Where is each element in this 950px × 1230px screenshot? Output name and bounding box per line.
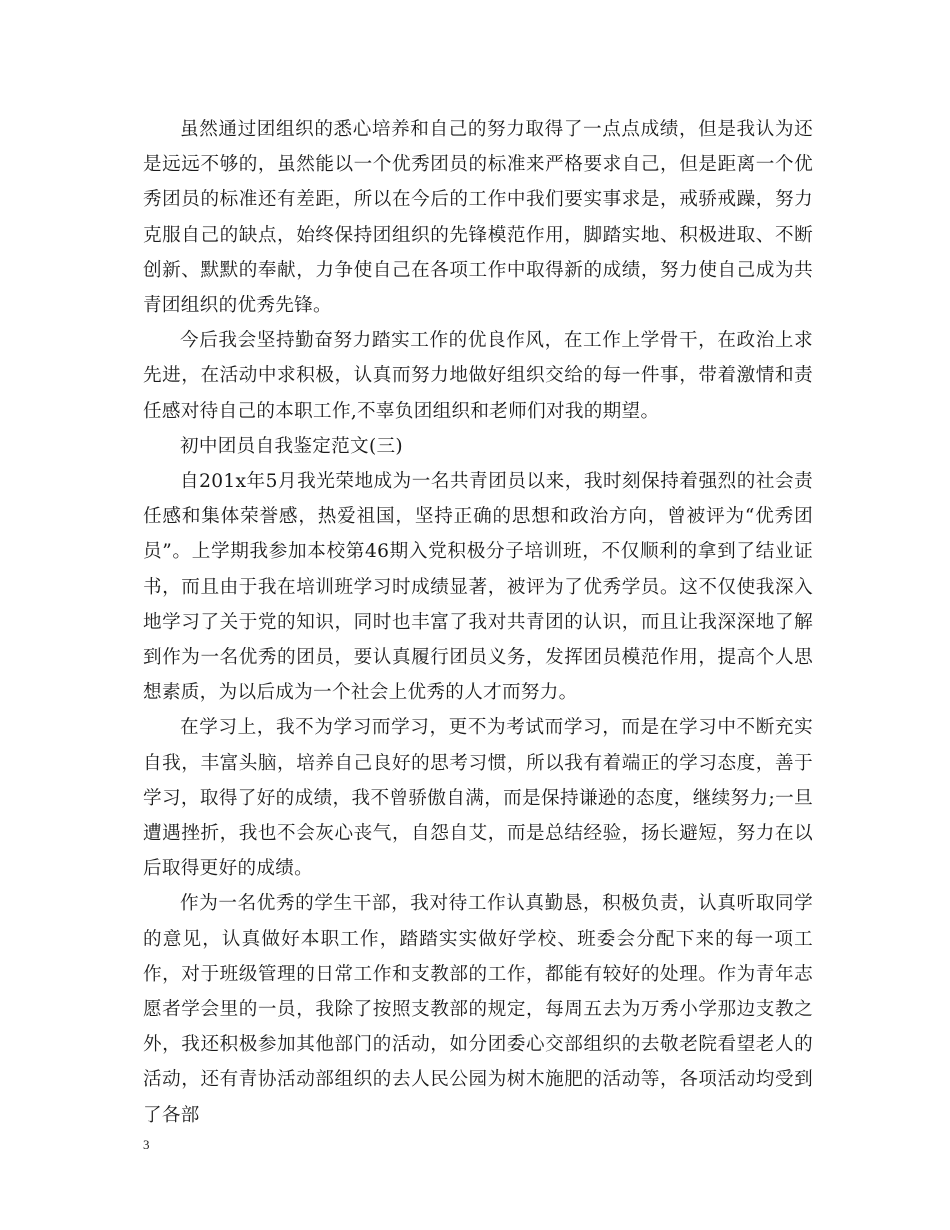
document-body [143, 112, 813, 1133]
paragraph-4: 在学习上，我不为学习而学习，更不为考试而学习，而是在学习中不断充实自我，丰富头脑，培养自己良好的思考习惯，所以我有着端正的学习态度，善于学习，取得了好的成绩，我不曾骄傲自满，而是保持谦逊的态度，继续努力;一旦遭遇挫折，我也不会灰心丧气，自怨自艾，而是总结经验，扬长避短，努力在以后取得更好的成绩。 [143, 717, 813, 880]
section-heading: 初中团员自我鉴定范文(三) [180, 435, 403, 457]
paragraph-1: 虽然通过团组织的悉心培养和自己的努力取得了一点点成绩，但是我认为还是远远不够的，虽然能以一个优秀团员的标准来严格要求自己，但是距离一个优秀团员的标准还有差距，所以在今后的工作中我们要实事求是，戒骄戒躁，努力克服自己的缺点，始终保持团组织的先锋模范作用，脚踏实地、积极进取、不断创新、默默的奉献，力争使自己在各项工作中取得新的成绩，努力使自己成为共青团组织的优秀先锋。 [143, 119, 813, 317]
page-number: 3 [143, 1137, 150, 1152]
paragraph-2: 今后我会坚持勤奋努力踏实工作的优良作风，在工作上学骨干，在政治上求先进，在活动中求积极，认真而努力地做好组织交给的每一件事，带着激情和责任感对待自己的本职工作,不辜负团组织和老师们对我的期望。 [143, 330, 813, 422]
paragraph-5: 作为一名优秀的学生干部，我对待工作认真勤恳，积极负责，认真听取同学的意见，认真做好本职工作，踏踏实实做好学校、班委会分配下来的每一项工作，对于班级管理的日常工作和支教部的工作，都能有较好的处理。作为青年志愿者学会里的一员，我除了按照支教部的规定，每周五去为万秀小学那边支教之外，我还积极参加其他部门的活动，如分团委心交部组织的去敬老院看望老人的活动，还有青协活动部组织的去人民公园为树木施肥的活动等，各项活动均受到了各部 [143, 893, 813, 1126]
paragraph-3: 自201x年5月我光荣地成为一名共青团员以来，我时刻保持着强烈的社会责任感和集体荣誉感，热爱祖国，坚持正确的思想和政治方向，曾被评为“优秀团员”。上学期我参加本校第46期入党积极分子培训班，不仅顺利的拿到了结业证书，而且由于我在培训班学习时成绩显著，被评为了优秀学员。这不仅使我深入地学习了关于党的知识，同时也丰富了我对共青团的认识，而且让我深深地了解到作为一名优秀的团员，要认真履行团员义务，发挥团员模范作用，提高个人思想素质，为以后成为一个社会上优秀的人才而努力。 [143, 471, 813, 704]
